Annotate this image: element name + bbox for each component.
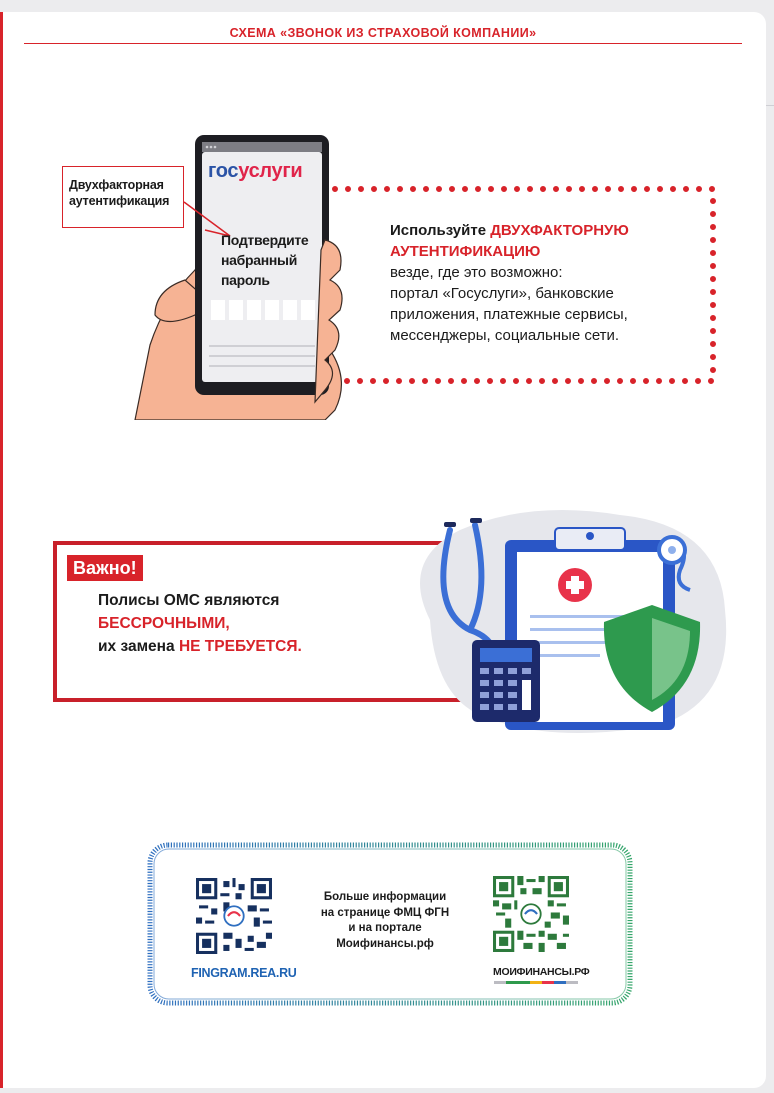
callout-line-2: аутентификация xyxy=(69,194,170,208)
password-cell-3 xyxy=(247,300,261,320)
two-factor-advice xyxy=(390,220,710,346)
important-line-3-prefix: их замена xyxy=(98,638,175,655)
two-factor-callout xyxy=(62,166,184,228)
password-cell-6 xyxy=(301,300,315,320)
important-text xyxy=(98,589,302,658)
advice-line-3: везде, где это возможно: xyxy=(390,264,563,281)
important-badge: Важно! xyxy=(67,555,143,581)
password-cell-5 xyxy=(283,300,297,320)
moifinansy-color-bar xyxy=(494,981,578,984)
important-line-3-highlight: НЕ ТРЕБУЕТСЯ. xyxy=(178,638,302,655)
advice-highlight-2: АУТЕНТИФИКАЦИЮ xyxy=(390,243,541,260)
important-line-1: Полисы ОМС являются xyxy=(98,592,280,609)
info-line-1: Больше информации xyxy=(323,891,447,903)
fingram-link[interactable]: FINGRAM.REA.RU xyxy=(191,966,297,980)
page-title: СХЕМА «ЗВОНОК ИЗ СТРАХОВОЙ КОМПАНИИ» xyxy=(229,26,537,40)
advice-line-6: мессенджеры, социальные сети. xyxy=(390,327,620,344)
phone-prompt-line-2: набранный xyxy=(221,252,298,268)
important-line-2: БЕССРОЧНЫМИ, xyxy=(98,615,230,632)
moifinansy-link[interactable]: МОИФИНАНСЫ.РФ xyxy=(493,966,590,978)
advice-highlight-1: ДВУХФАКТОРНУЮ xyxy=(490,222,629,239)
gosuslugi-logo-part-2: услуги xyxy=(238,160,303,182)
side-divider xyxy=(766,105,774,106)
advice-line-1 xyxy=(390,220,710,241)
phone-status-bar xyxy=(202,142,322,152)
title-underline xyxy=(24,43,742,44)
info-line-2: на странице ФМЦ ФГН xyxy=(320,906,450,919)
phone-prompt-line-3: пароль xyxy=(221,272,270,288)
info-line-3: и на портале xyxy=(348,922,422,934)
gosuslugi-logo-part-1: гос xyxy=(208,160,239,182)
important-line-3 xyxy=(98,635,302,658)
phone-prompt xyxy=(221,230,321,290)
fingram-qr-code[interactable] xyxy=(196,878,272,954)
advice-lead: Используйте xyxy=(390,222,487,239)
advice-line-5: приложения, платежные сервисы, xyxy=(390,306,628,323)
callout-line-1: Двухфакторная xyxy=(69,178,164,192)
advice-line-4: портал «Госуслуги», банковские xyxy=(390,285,614,302)
medical-insurance-illustration xyxy=(390,500,740,735)
more-info-text xyxy=(290,890,480,952)
password-cell-4 xyxy=(265,300,279,320)
info-line-4: Моифинансы.рф xyxy=(336,937,434,950)
password-cell-2 xyxy=(229,300,243,320)
moifinansy-qr-code[interactable] xyxy=(493,876,569,952)
phone-prompt-line-1: Подтвердите xyxy=(221,232,309,248)
password-cell-1 xyxy=(211,300,225,320)
gosuslugi-logo xyxy=(208,160,302,183)
